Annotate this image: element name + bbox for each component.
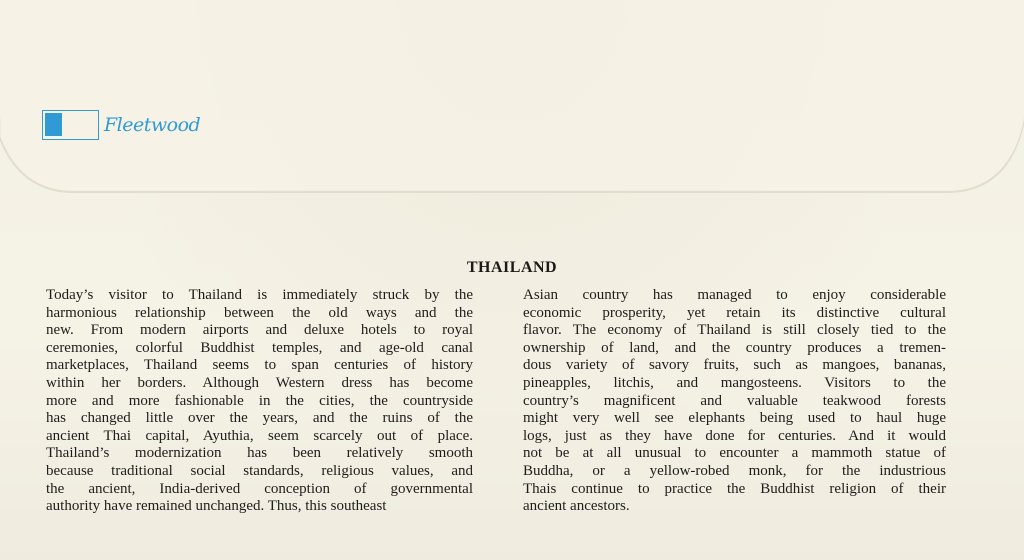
text-line: ceremonies, colorful Buddhist temples, and age-old canal xyxy=(46,339,473,356)
logo-wordmark: Fleetwood xyxy=(104,114,201,136)
text-line: Thais continue to practice the Buddhist religion of their xyxy=(523,480,946,497)
text-line: dous variety of savory fruits, such as mangoes, bananas, xyxy=(523,357,946,374)
text-line: the ancient, India-derived conception of governmental xyxy=(46,480,473,497)
text-line: Buddha, or a yellow-robed monk, for the industrious xyxy=(523,462,946,479)
text-line: country’s magnificent and valuable teakwood forests xyxy=(523,392,946,409)
fleetwood-logo xyxy=(42,109,200,141)
text-line: Thailand’s modernization has been relatively smooth xyxy=(46,445,473,462)
text-line: within her borders. Although Western dress has become xyxy=(46,374,473,391)
text-line: because traditional social standards, religious values, and xyxy=(46,462,473,479)
text-line: flavor. The economy of Thailand is still closely tied to the xyxy=(523,322,946,339)
text-line: harmonious relationship between the old ways and the xyxy=(46,304,473,321)
text-line: marketplaces, Thailand seems to span centuries of history xyxy=(46,357,473,374)
envelope-flap xyxy=(0,0,1024,200)
text-column-left xyxy=(46,287,473,516)
page-title: THAILAND xyxy=(466,259,558,276)
text-line: might very well see elephants being used to haul huge xyxy=(523,410,946,427)
text-line: logs, just as they have done for centuries. And it would xyxy=(523,427,946,444)
text-line: new. From modern airports and deluxe hotels to royal xyxy=(46,322,473,339)
text-line: Asian country has managed to enjoy considerable xyxy=(523,287,946,303)
text-line: ancient ancestors. xyxy=(523,498,630,515)
text-line: not be at all unusual to encounter a mammoth statue of xyxy=(523,445,946,462)
text-line: has changed little over the years, and the ruins of the xyxy=(46,410,473,427)
text-column-right xyxy=(523,287,946,516)
text-line: ownership of land, and the country produces a tremen- xyxy=(523,339,946,356)
text-line: more and more fashionable in the cities, the countryside xyxy=(46,392,473,409)
text-line: Today’s visitor to Thailand is immediately struck by the xyxy=(46,287,473,303)
text-line: ancient Thai capital, Ayuthia, seem scarcely out of place. xyxy=(46,427,473,444)
logo-mark xyxy=(42,110,99,140)
text-line: pineapples, litchis, and mangosteens. Visitors to the xyxy=(523,374,946,391)
text-line: economic prosperity, yet retain its distinctive cultural xyxy=(523,304,946,321)
text-line: authority have remained unchanged. Thus, this southeast xyxy=(46,498,387,515)
